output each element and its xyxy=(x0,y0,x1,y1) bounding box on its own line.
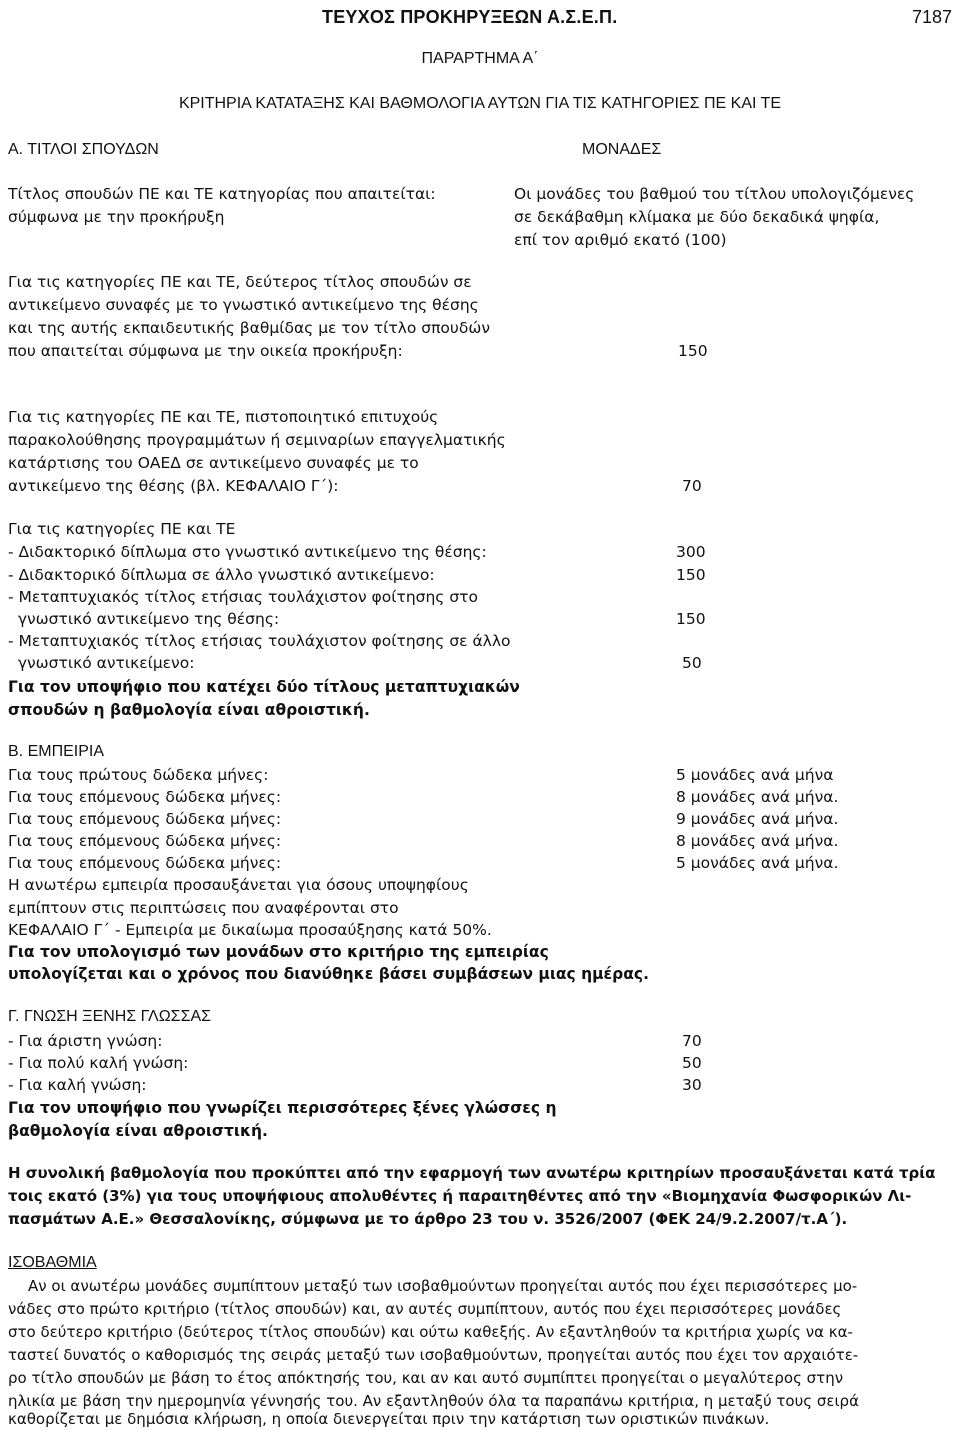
postgrad-item-1: - Διδακτορικό δίπλωμα στο γνωστικό αντικείμενο της θέσης: xyxy=(8,543,487,561)
required-degree-line-1: Τίτλος σπουδών ΠΕ και ΤΕ κατηγορίας που απαιτείται: xyxy=(8,185,436,203)
postgrad-note-line-2: σπουδών η βαθμολογία είναι αθροιστική. xyxy=(8,701,370,719)
second-degree-points: 150 xyxy=(678,342,708,360)
language-row-3-points: 30 xyxy=(682,1076,702,1094)
postgrad-item-4-points: 150 xyxy=(676,610,706,628)
postgrad-note-line-1: Για τον υποψήφιο που κατέχει δύο τίτλους μεταπτυχιακών xyxy=(8,678,520,696)
experience-row-5-label: Για τους επόμενους δώδεκα μήνες: xyxy=(8,854,282,872)
experience-row-1-label: Για τους πρώτους δώδεκα μήνες: xyxy=(8,766,269,784)
experience-calc-note-line-1: Για τον υπολογισμό των μονάδων στο κριτήριο της εμπειρίας xyxy=(8,943,549,961)
postgrad-item-2: - Διδακτορικό δίπλωμα σε άλλο γνωστικό αντικείμενο: xyxy=(8,566,435,584)
language-note-line-2: βαθμολογία είναι αθροιστική. xyxy=(8,1122,268,1140)
tie-break-heading: ΙΣΟΒΑΘΜΙΑ xyxy=(8,1254,97,1271)
second-degree-line-4: που απαιτείται σύμφωνα με την οικεία προκήρυξη: xyxy=(8,342,403,360)
language-row-1-points: 70 xyxy=(682,1032,702,1050)
experience-row-3-label: Για τους επόμενους δώδεκα μήνες: xyxy=(8,810,282,828)
experience-row-3-value: 9 μονάδες ανά μήνα. xyxy=(676,810,839,828)
postgrad-intro: Για τις κατηγορίες ΠΕ και ΤΕ xyxy=(8,520,236,538)
postgrad-item-2-points: 150 xyxy=(676,566,706,584)
certificate-points: 70 xyxy=(682,477,702,495)
section-c-heading: Γ. ΓΝΩΣΗ ΞΕΝΗΣ ΓΛΩΣΣΑΣ xyxy=(8,1008,212,1025)
language-note-line-1: Για τον υποψήφιο που γνωρίζει περισσότερες ξένες γλώσσες η xyxy=(8,1099,557,1117)
tie-break-line-7: καθορίζεται με δημόσια κλήρωση, η οποία διενεργείται πριν την κατάρτιση των οριστικών πινάκων. xyxy=(8,1410,770,1428)
units-heading: ΜΟΝΑΔΕΣ xyxy=(582,141,662,158)
certificate-line-4: αντικείμενο της θέσης (βλ. ΚΕΦΑΛΑΙΟ Γ΄): xyxy=(8,477,339,495)
experience-increase-line-3: ΚΕΦΑΛΑΙΟ Γ΄ - Εμπειρία με δικαίωμα προσαύξησης κατά 50%. xyxy=(8,921,492,939)
total-note-line-2: τοις εκατό (3%) για τους υποψήφιους απολυθέντες ή παραιτηθέντες από την «Βιομηχανία Φωσφορικών Λι- xyxy=(8,1187,912,1205)
units-desc-line-2: σε δεκάβαθμη κλίμακα με δύο δεκαδικά ψηφία, xyxy=(514,208,880,226)
second-degree-line-3: και της αυτής εκπαιδευτικής βαθμίδας με τον τίτλο σπουδών xyxy=(8,319,490,337)
tie-break-line-5: ρο τίτλο σπουδών με βάση το έτος απόκτησής του, και αν και αυτό συμπίπτει προηγείται ο μεγαλύτερος στην xyxy=(8,1369,844,1387)
postgrad-item-3: - Μεταπτυχιακός τίτλος ετήσιας τουλάχιστον φοίτησης στο xyxy=(8,588,478,606)
postgrad-item-6: γνωστικό αντικείμενο: xyxy=(8,654,195,672)
certificate-line-3: κατάρτισης του ΟΑΕΔ σε αντικείμενο συναφές με το xyxy=(8,454,419,472)
total-note-line-3: πασμάτων Α.Ε.» Θεσσαλονίκης, σύμφωνα με το άρθρο 23 του ν. 3526/2007 (ΦΕΚ 24/9.2.2007/τ.Α΄). xyxy=(8,1210,848,1228)
experience-row-2-label: Για τους επόμενους δώδεκα μήνες: xyxy=(8,788,282,806)
experience-increase-line-1: Η ανωτέρω εμπειρία προσαυξάνεται για όσους υποψηφίους xyxy=(8,876,469,894)
language-row-2-points: 50 xyxy=(682,1054,702,1072)
experience-row-2-value: 8 μονάδες ανά μήνα. xyxy=(676,788,839,806)
second-degree-line-1: Για τις κατηγορίες ΠΕ και ΤΕ, δεύτερος τίτλος σπουδών σε xyxy=(8,273,472,291)
required-degree-line-2: σύμφωνα με την προκήρυξη xyxy=(8,208,225,226)
postgrad-item-5: - Μεταπτυχιακός τίτλος ετήσιας τουλάχιστον φοίτησης σε άλλο xyxy=(8,632,511,650)
experience-row-4-label: Για τους επόμενους δώδεκα μήνες: xyxy=(8,832,282,850)
postgrad-item-4: γνωστικό αντικείμενο της θέσης: xyxy=(8,610,280,628)
section-b-heading: Β. ΕΜΠΕΙΡΙΑ xyxy=(8,743,105,760)
postgrad-item-1-points: 300 xyxy=(676,543,706,561)
experience-row-5-value: 5 μονάδες ανά μήνα. xyxy=(676,854,839,872)
total-note-line-1: Η συνολική βαθμολογία που προκύπτει από την εφαρμογή των ανωτέρω κριτηρίων προσαυξάνεται κατά τρία xyxy=(8,1164,936,1182)
postgrad-item-6-points: 50 xyxy=(682,654,702,672)
language-row-3-label: - Για καλή γνώση: xyxy=(8,1076,147,1094)
certificate-line-1: Για τις κατηγορίες ΠΕ και ΤΕ, πιστοποιητικό επιτυχούς xyxy=(8,408,439,426)
units-desc-line-3: επί τον αριθμό εκατό (100) xyxy=(514,231,727,249)
certificate-line-2: παρακολούθησης προγραμμάτων ή σεμιναρίων επαγγελματικής xyxy=(8,431,506,449)
tie-break-line-6: ηλικία με βάση την ημερομηνία γέννησής του. Αν εξαντληθούν όλα τα παραπάνω κριτήρια, η μεταξύ τους σειρά xyxy=(8,1392,859,1410)
tie-break-line-4: ταστεί δυνατός ο καθορισμός της σειράς μεταξύ των ισοβαθμούντων, προηγείται αυτός που έχει τον αρχαιότε- xyxy=(8,1346,859,1364)
language-row-1-label: - Για άριστη γνώση: xyxy=(8,1032,163,1050)
tie-break-line-3: στο δεύτερο κριτήριο (δεύτερος τίτλος σπουδών) και ούτω καθεξής. Αν εξαντληθούν τα κριτήρια χωρίς να κα- xyxy=(8,1323,853,1341)
page-number: 7187 xyxy=(911,7,952,27)
experience-increase-line-2: εμπίπτουν στις περιπτώσεις που αναφέρονται στο xyxy=(8,899,399,917)
tie-break-line-1: Αν οι ανωτέρω μονάδες συμπίπτουν μεταξύ των ισοβαθμούντων προηγείται αυτός που έχει περισσότερες μο- xyxy=(28,1277,858,1295)
second-degree-line-2: αντικείμενο συναφές με το γνωστικό αντικείμενο της θέσης xyxy=(8,296,479,314)
criteria-title: ΚΡΙΤΗΡΙΑ ΚΑΤΑΤΑΞΗΣ ΚΑΙ ΒΑΘΜΟΛΟΓΙΑ ΑΥΤΩΝ ΓΙΑ ΤΙΣ ΚΑΤΗΓΟΡΙΕΣ ΠΕ ΚΑΙ ΤΕ xyxy=(178,95,782,112)
issue-title: ΤΕΥΧΟΣ ΠΡΟΚΗΡΥΞΕΩΝ Α.Σ.Ε.Π. xyxy=(322,7,618,27)
experience-row-1-value: 5 μονάδες ανά μήνα xyxy=(676,766,834,784)
section-a-heading: Α. ΤΙΤΛΟΙ ΣΠΟΥΔΩΝ xyxy=(8,141,159,158)
page-header xyxy=(0,6,960,28)
appendix-title: ΠΑΡΑΡΤΗΜΑ Α΄ xyxy=(421,50,539,67)
language-row-2-label: - Για πολύ καλή γνώση: xyxy=(8,1054,189,1072)
experience-row-4-value: 8 μονάδες ανά μήνα. xyxy=(676,832,839,850)
experience-calc-note-line-2: υπολογίζεται και ο χρόνος που διανύθηκε βάσει συμβάσεων μιας ημέρας. xyxy=(8,965,649,983)
tie-break-line-2: νάδες στο πρώτο κριτήριο (τίτλος σπουδών) και, αν αυτές συμπίπτουν, αυτός που έχει περισσότερες μονάδες xyxy=(8,1300,842,1318)
units-desc-line-1: Οι μονάδες του βαθμού του τίτλου υπολογιζόμενες xyxy=(514,185,915,203)
